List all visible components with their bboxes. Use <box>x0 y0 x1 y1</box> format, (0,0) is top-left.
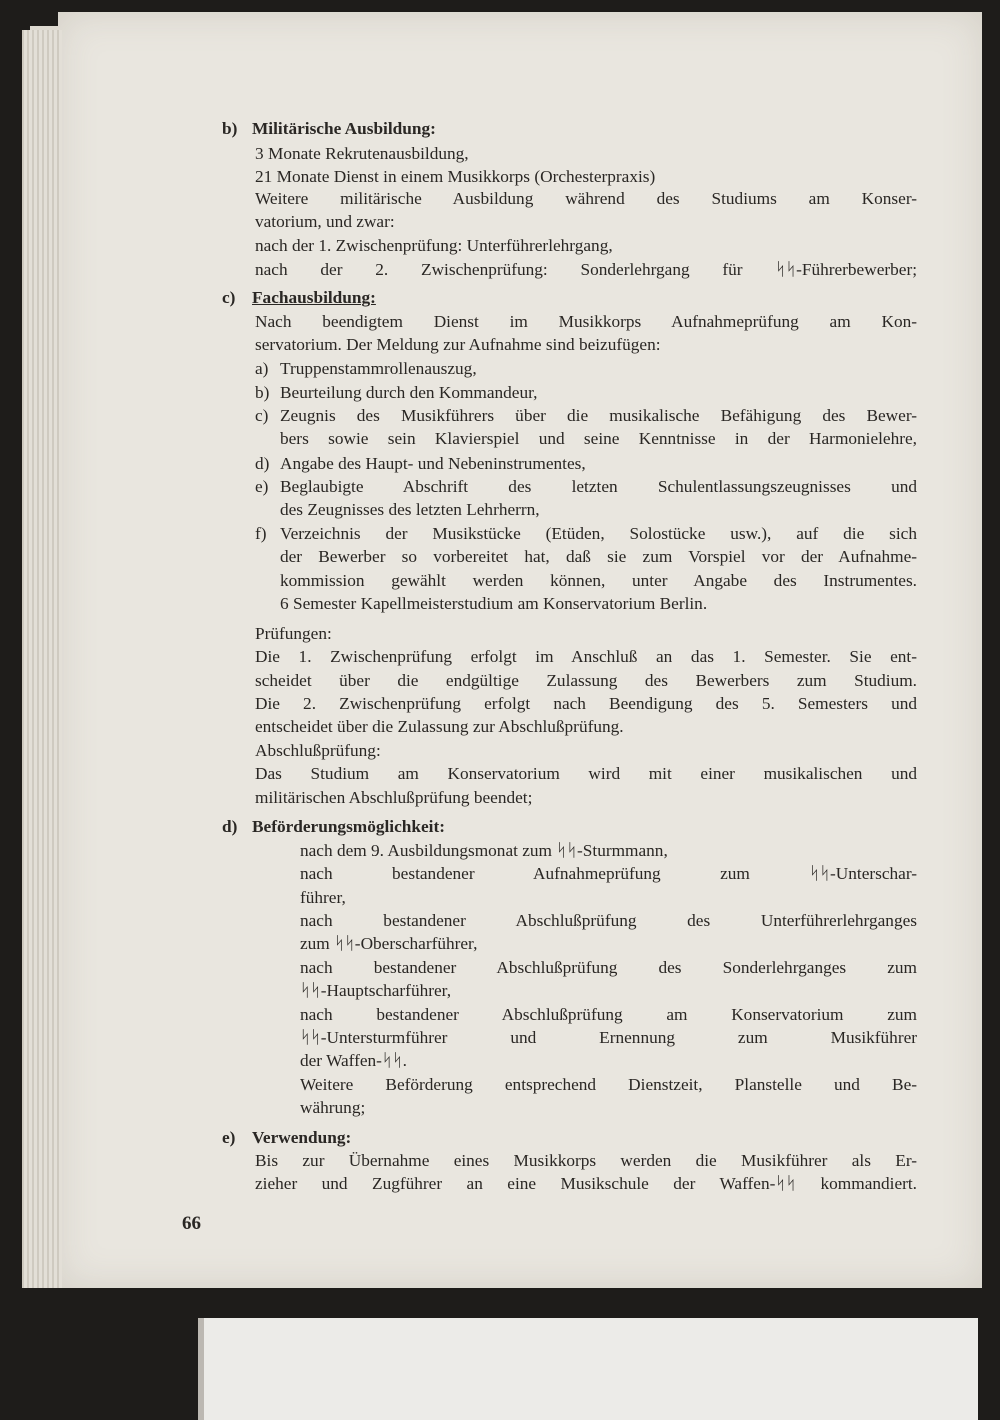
text-line: Die 2. Zwischenprüfung erfolgt nach Beendigung des 5. Semesters und <box>255 694 917 713</box>
text-line: der Waffen-ᛋᛋ. <box>300 1051 407 1070</box>
text-line: ᛋᛋ-Untersturmführer und Ernennung zum Musikführer <box>300 1028 917 1047</box>
text-line: führer, <box>300 888 346 907</box>
text-line: militärischen Abschlußprüfung beendet; <box>255 788 533 807</box>
text-line: Weitere militärische Ausbildung während des Studiums am Konser- <box>255 189 917 208</box>
text-line: Bis zur Übernahme eines Musikkorps werden die Musikführer als Er- <box>255 1151 917 1170</box>
item-label: f) <box>255 524 267 543</box>
item-text: Beglaubigte Abschrift des letzten Schulentlassungszeugnisses und <box>280 477 917 496</box>
item-text: kommission gewählt werden können, unter Angabe des Instrumentes. <box>280 571 917 590</box>
item-label: a) <box>255 359 269 378</box>
item-text: Beurteilung durch den Kommandeur, <box>280 383 538 402</box>
subheading: Prüfungen: <box>255 624 332 643</box>
text-line: nach bestandener Abschlußprüfung des Unterführerlehrganges <box>300 911 917 930</box>
text-line: nach bestandener Aufnahmeprüfung zum ᛋᛋ-Unterschar- <box>300 864 917 883</box>
subheading: Abschlußprüfung: <box>255 741 381 760</box>
section-label: e) <box>222 1128 236 1147</box>
text-line: 21 Monate Dienst in einem Musikkorps (Orchesterpraxis) <box>255 167 656 186</box>
text-line: Weitere Beförderung entsprechend Dienstzeit, Planstelle und Be- <box>300 1075 917 1094</box>
text-line: nach bestandener Abschlußprüfung des Sonderlehrganges zum <box>300 958 917 977</box>
text-line: nach der 1. Zwischenprüfung: Unterführerlehrgang, <box>255 236 613 255</box>
text-line: nach dem 9. Ausbildungsmonat zum ᛋᛋ-Sturmmann, <box>300 841 668 860</box>
item-label: d) <box>255 454 270 473</box>
item-label: e) <box>255 477 269 496</box>
item-text: der Bewerber so vorbereitet hat, daß sie zum Vorspiel vor der Aufnahme- <box>280 547 917 566</box>
text-line: Das Studium am Konservatorium wird mit einer musikalischen und <box>255 764 917 783</box>
item-text: Verzeichnis der Musikstücke (Etüden, Solostücke usw.), auf die sich <box>280 524 917 543</box>
page-number: 66 <box>182 1213 201 1234</box>
text-line: zieher und Zugführer an eine Musikschule der Waffen-ᛋᛋ kommandiert. <box>255 1174 917 1193</box>
text-line: nach der 2. Zwischenprüfung: Sonderlehrgang für ᛋᛋ-Führerbewerber; <box>255 260 917 279</box>
item-text: Angabe des Haupt- und Nebeninstrumentes, <box>280 454 586 473</box>
text-line: Die 1. Zwischenprüfung erfolgt im Anschluß an das 1. Semester. Sie ent- <box>255 647 917 666</box>
text-line: entscheidet über die Zulassung zur Abschlußprüfung. <box>255 717 624 736</box>
text-line: servatorium. Der Meldung zur Aufnahme sind beizufügen: <box>255 335 661 354</box>
text-line: währung; <box>300 1098 366 1117</box>
section-label: c) <box>222 288 236 307</box>
item-label: b) <box>255 383 270 402</box>
text-line: nach bestandener Abschlußprüfung am Konservatorium zum <box>300 1005 917 1024</box>
text-line: vatorium, und zwar: <box>255 212 395 231</box>
text-line: zum ᛋᛋ-Oberscharführer, <box>300 934 478 953</box>
item-text: des Zeugnisses des letzten Lehrherrn, <box>280 500 540 519</box>
text-line: 3 Monate Rekrutenausbildung, <box>255 144 469 163</box>
text-line: scheidet über die endgültige Zulassung des Bewerbers zum Studium. <box>255 671 917 690</box>
section-label: d) <box>222 817 238 836</box>
section-heading: Fachausbildung: <box>252 288 376 307</box>
item-text: Truppenstammrollenauszug, <box>280 359 477 378</box>
item-text: bers sowie sein Klavierspiel und seine Kenntnisse in der Harmonielehre, <box>280 429 917 448</box>
text-line: 6 Semester Kapellmeisterstudium am Konservatorium Berlin. <box>280 594 708 613</box>
section-heading: Verwendung: <box>252 1128 352 1147</box>
section-heading: Militärische Ausbildung: <box>252 119 436 138</box>
section-label: b) <box>222 119 238 138</box>
text-line: ᛋᛋ-Hauptscharführer, <box>300 981 452 1000</box>
item-label: c) <box>255 406 269 425</box>
section-heading: Beförderungsmöglichkeit: <box>252 817 445 836</box>
item-text: Zeugnis des Musikführers über die musikalische Befähigung des Bewer- <box>280 406 917 425</box>
text-line: Nach beendigtem Dienst im Musikkorps Aufnahmeprüfung am Kon- <box>255 312 917 331</box>
